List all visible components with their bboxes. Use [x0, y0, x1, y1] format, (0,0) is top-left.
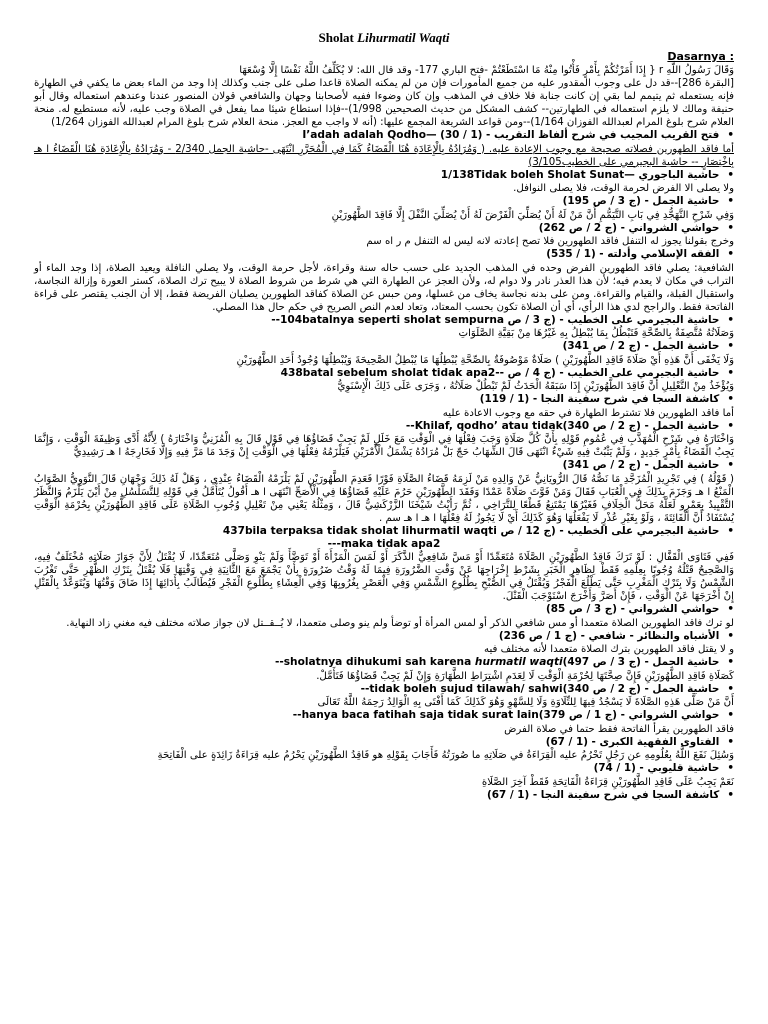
quotation-text: وَلَا يَخْفَى أَنَّ هَذِهِ أَيْ صَلَاةَ فَاقِدِ الطَّهُورَيْنِ ) صَلَاةٌ مَوْصُوفَةٌ بِالصِّحَّةِ يُبْطِلُهَا مَا يُبْطِلُ الصَّحِيحَةَ وَيُبْطِلُهَا وُجُودُ أَحَدِ الطَّهُورَيْنِ — [236, 354, 734, 366]
quotation-text: أما فاقد الطهورين فصلاته صحيحة مع وجوب الإعادة عليه. ( وَمُرَادُهُ بِالْإِعَادَةِ هُنَا الْقَضَاءُ كَمَا فِي الْمُحَرَّرِ انْتَهَى -حاشية الجمل 2/340 - وَمُرَادُهُ بِالْإِعَادَةِ هُنَا الْقَضَاءُ ا هـ بِاخْتِصَارٍ -- حاشية البجيرمي على الخطيب3/105) — [34, 143, 734, 168]
title-italic: Lihurmatil Waqti — [357, 30, 450, 45]
quotation-text: ( قَوْلُهُ ) فِي تَجْرِيدِ الْمُزَجَّدِ مَا نَصُّهُ قَالَ الرُّويَانِيُّ عَنْ وَالِدِهِ مَنْ لَزِمَهُ قَضَاءُ الصَّلَاةِ فَوْرًا فَعَدِمَ الطَّهُورَيْنِ لَمْ يَلْزَمْهُ الْقَضَاءُ عِنْدِي ، وَهَلْ لَهُ ذَلِكَ وَجْهَانِ قَالَ النَّوَوِيُّ الصَّوَابُ الْمَنْعُ ا هـ وَجَزَمَ بِذَلِكَ فِي الْعُبَابِ فَقَالَ وَمَنْ فَوَّتَ صَلَاةً عَمْدًا وَفَقَدَ الطَّهُورَيْنِ حَرُمَ عَلَيْهِ قَضَاؤُهَا فِي الْأَصَحِّ انْتَهَى ا هـ أَقُولُ يُتَأَمَّلُ فِي قَوْلِهِ لِلتَّسَلْسُلِ مِنْ أَيْنَ يَلْزَمُ وَالنَّظَرُ التَّقْيِيدُ بِعَمْرٍو لَعَلَّهُ مَحَلُّ الْخِلَافِ فَغَيْرُهَا يَمْتَنِعُ قَطْعًا لِلتَّرَاخِي ، ثُمَّ رَأَيْتُ شَيْخَنَا الزَّرْكَشِيُّ قَالَ ، وَمِثْلُهُ يَعْنِي مِنْ تَعْلِيلِ وُجُوبِ الصَّلَاةِ عَلَى فَاقِدِ الطَّهُورَيْنِ بِحُرْمَةِ الْوَقْتِ يُسْتَفَادُ أَنَّ الْفَائِتَةَ ، وَلَوْ بِغَيْرِ عُذْرٍ لَا يَفْعَلُهَا وَهُوَ كَذَلِكَ أَيْ لَا يَجُوزُ لَهُ فِعْلُهَا ا هـ ا هـ سم . — [34, 473, 734, 524]
document-body — [34, 50, 734, 802]
reference-source: حاشية الباجوري — [634, 168, 720, 181]
quotation-text: وَيُؤْخَذُ مِنْ التَّعْلِيلِ أَنَّ فَاقِدَ الطَّهُورَيْنِ إِذَا سَبَقَهُ الْحَدَثُ لَمْ تَبْطُلْ صَلَاتُهُ ، وَجَرَى عَلَى ذَلِكَ الْإِسْنَوِيُّ — [337, 381, 734, 392]
reference-source: الفتاوى الفقهية الكبرى - (1 / 67) — [545, 735, 720, 748]
quotation-text: لو ترك فاقد الطهورين الصلاة متعمدا أو مس شافعي الذكر أو لمس المرأة أو توضأ ولم ينو وصلى متعمدا، لا يُــقــتل لان جواز صلاته مختلف فيه مغني زاد النهاية. — [66, 617, 734, 629]
reference-source: فتح القريب المجيب في شرح ألفاظ التقريب - (1 / 30) — [436, 129, 720, 141]
reference-source: حاشية البجيرمي على الخطيب - (ج 4 / ص — [504, 366, 720, 379]
latin-note: --sholatnya dihukumi sah karena hurmatil waqti — [274, 656, 563, 668]
reference-source: حاشية الجمل - (ج 2 / ص 340) — [562, 419, 720, 432]
reference-heading — [34, 630, 734, 644]
latin-note: --tidak boleh sujud tilawah/ sahwi — [360, 682, 563, 695]
reference-heading — [34, 195, 734, 209]
reference-source: الأشباه والنظائر - شافعي - (ج 1 / ص 236) — [498, 629, 720, 642]
quotation-text: وخرج بقولنا يجوز له التنفل فاقد الطهورين فلا تصح إعادته لانه ليس له التنفل م ر اه سم — [366, 236, 734, 247]
reference-source: الفقه الإسلامي وأدلته - (1 / 535) — [546, 248, 720, 260]
reference-heading — [34, 393, 734, 407]
reference-heading — [34, 736, 734, 750]
quotation-text: فَفِي فَتَاوَى الْقَفَّالِ : لَوْ تَرَكَ فَاقِدُ الطَّهُورَيْنِ الصَّلَاةَ مُتَعَمِّدًا أَوْ مَسَّ شَافِعِيٌّ الذَّكَرَ أَوْ لَمَسَ الْمَرْأَةَ أَوْ تَوَضَّأَ وَلَمْ يَنْوِ وَصَلَّى مُتَعَمِّدًا، لَا يُقْتَلُ لِأَنَّ جَوَازَ صَلَاتِهِ مُخْتَلَفٌ فِيهِ، وَالصَّحِيحُ قَتْلُهُ وُجُوبًا بِعِلْمِهِ فَقَطْ لِظَاهِرِ الْخَبَرِ بِشَرْطِ إِخْرَاجِهَا عَنْ وَقْتِ الضَّرُورَةِ فِيمَا لَهُ وَقْتُ ضَرُورَةٍ بِأَنْ يَجْمَعَ مَعَ الثَّانِيَةِ فِي وَقْتِهَا فَلَا يُقْتَلُ بِتَرْكِ الظُّهْرِ حَتَّى تَغْرُبَ الشَّمْسُ وَلَا بِتَرْكِ الْمَغْرِبِ حَتَّى يَطْلُعَ الْفَجْرُ وَيُقْتَلُ فِي الصُّبْحِ بِطُلُوعِ الشَّمْسِ وَفِي الْعَصْرِ بِغُرُوبِهَا وَفِي الْعِشَاءِ بِطُلُوعِ الْفَجْرِ فَيُطَالَبُ بِأَدَائِهَا إِذَا ضَاقَ وَقْتُهَا وَيُتَوَعَّدُ بِالْقَتْلِ إِنْ أَخْرَجَهَا عَنْ الْوَقْتِ ، فَإِنْ أَصَرَّ وَأَخْرَجَ اسْتَوْجَبَ الْقَتْلَ. — [34, 552, 734, 602]
latin-note: --hanya baca fatihah saja tidak surat lain — [292, 709, 539, 721]
quotation-text: وَاخْتَارَهُ فِي شَرْحِ الْمُهَذَّبِ فِي عُمُومِ قَوْلِهِ بِأَنَّ كُلَّ صَلَاةٍ وَجَبَ فِعْلُهَا فِي الْوَقْتِ مَعَ خَلَلٍ لَمْ يَجِبْ قَضَاؤُهَا فِي قَوْلٍ قَالَ بِهِ الْمُزَنِيُّ وَاخْتَارَهُ ) لِأَنَّهُ أَدَّى وَظِيفَةَ الْوَقْتِ ، وَإِنَّمَا يَجِبُ الْقَضَاءُ بِأَمْرٍ جَدِيدٍ ، وَلَمْ يَثْبُتْ فِيهِ شَيْءٌ انْتَهَى قَالَ الشِّهَابُ حَجّ بَلْ مُرَادُهُ يَشْمَلُ الْأَمْرَيْنِ فَيَلْزَمُهُ فِعْلُهَا فِي الْوَقْتِ إِنْ وَجَدَ مَا مَرَّ فِيهِ وَإِلَّا فَخَارِجَهُ ا هـ رَشِيدِيٌّ — [34, 434, 734, 458]
reference-heading — [34, 762, 734, 776]
reference-source: حاشية الجمل - (ج 3 / ص 195) — [562, 195, 720, 207]
quotation-text: نَعَمْ يَجِبُ عَلَى فَاقِدِ الطَّهُورَيْنِ قِرَاءَةُ الْفَاتِحَةِ فَقَطْ آخِرَ الصَّلَاةِ — [481, 776, 734, 788]
quotation-text: وَسُئِلَ نَفَعَ اللَّهُ بِعُلُومِهِ عن رَجُلٍ تَحْرُمُ عليه الْقِرَاءَةُ في صَلَاتِهِ ما صُورَتُهُ فَأَجَابَ بِقَوْلِهِ هو فَاقِدُ الطَّهُورَيْنِ يَحْرُمُ عليه قِرَاءَةُ زَائِدَةٍ على الْفَاتِحَةِ — [157, 750, 734, 761]
reference-source: حاشية البجيرمي على الخطيب - (ج 3 / ص — [504, 313, 720, 326]
latin-note: 1/138Tidak boleh Sholat Sunat— — [440, 168, 635, 181]
latin-note: 438batal sebelum sholat tidak apa2-- — [280, 366, 505, 379]
latin-note: --104batalnya seperti sholat sempurna — [271, 313, 505, 326]
reference-heading — [34, 169, 734, 183]
quotation-text: و لا يقتل فاقد الطهورين بترك الصلاة متعمدا لأنه مختلف فيه — [483, 644, 734, 655]
section-label: : Dasarnya — [667, 50, 734, 63]
document-title — [34, 30, 734, 46]
latin-note: ---maka tidak apa2 — [327, 538, 441, 550]
reference-heading — [34, 420, 734, 434]
reference-heading — [34, 314, 734, 328]
reference-heading — [34, 789, 734, 803]
reference-heading — [34, 656, 734, 670]
reference-source: كاشفة السجا في شرح سفينة النجا - (1 / 67) — [487, 788, 720, 801]
latin-note: 437bila terpaksa tidak sholat lihurmatil waqti — [222, 524, 497, 537]
latin-note: --Khilaf, qodho’ atau tidak — [405, 419, 563, 432]
quotation-text: ولا يصلى الا الفرض لحرمة الوقت، فلا يصلى النوافل. — [513, 183, 734, 194]
reference-source: حواشي الشرواني - (ج 2 / ص 262) — [538, 221, 720, 234]
quotation-text: [البقرة 286]--قد دل على وجوب المقدور عليه من جميع المأمورات فإن من لم يمكنه الصلاة قاعدا صلى على جنب وكذلك إذا وجد من الماء بعض ما يكفي في الطهارة فإنه يستعمله ثم يتيمم لما بقي إن كانت جنابة فلا خلاف في المذهب وإن كان وضوءا ففيه لأصحابنا وجهان والشافعي قولان المنصور عندنا وعندهم استعماله وقال أبو حنيفة ومالك لا يلزم استعماله في الطهارتين-- كشف المشكل من حديث الصحيحين 1/998)--فإذا استطاع شيئا مما يفعل في الصلاة وجب عليه، لأنه مستطيع له. منحة العلام شرح بلوغ المرام لعبدالله الفوزان 1/164)--ومن قواعد الشريعة المجمع عليها: (أنه لا واجب مع العجز. منحة العلام شرح بلوغ المرام لعبدالله الفوزان 1/264) — [34, 78, 734, 128]
reference-source: حواشي الشرواني - (ج 3 / ص 85) — [546, 603, 720, 615]
reference-heading — [34, 222, 734, 236]
content-blocks — [34, 64, 734, 802]
reference-source: حاشية الجمل - (ج 3 / ص 497) — [562, 656, 720, 668]
quotation-text: أَنَّ مَنْ صَلَّى هَذِهِ الصَّلَاةَ لَا يَسْجُدُ فِيهَا لِلتِّلَاوَةِ وَلَا لِلسَّهْوِ وَهُوَ كَذَلِكَ كَمَا أَفْتَى بِهِ الْوَالِدُ رَحِمَهُ اللَّهُ تَعَالَى — [317, 697, 734, 708]
quotation-text: وَصَلَاتُهُ مُتَّصِفَةٌ بِالصِّحَّةِ فَتَبْطُلُ بِمَا يُبْطِلُ بِهِ غَيْرُهَا مِنْ بَقِيَّةِ الصَّلَوَاتِ — [458, 328, 734, 339]
quotation-text: وَفِي شَرْحِ التَّهَجُّدِ فِي بَابِ التَّيَمُّمِ أَنَّ مَنْ لَهُ أَنْ يُصَلِّيَ الْفَرْضَ لَهُ أَنْ يُصَلِّيَ النَّفْلَ إِلَّا فَاقِدَ الطَّهُورَيْنِ — [331, 209, 734, 221]
quotation-text: كَصَلَاةِ فَاقِدِ الطَّهُورَيْنِ فَإِنَّ صِحَّتَهَا لِحُرْمَةِ الْوَقْتِ لَا لِعَدَمِ اشْتِرَاطِ الطَّهَارَةِ وَإِنْ لَمْ يَجِبْ قَضَاؤُهَا فَتَأَمَّلْ. — [316, 670, 734, 682]
reference-heading — [34, 367, 734, 381]
reference-source: حاشية الجمل - (ج 2 / ص 340) — [562, 682, 720, 695]
reference-heading — [34, 340, 734, 354]
reference-heading — [34, 459, 734, 473]
reference-source: حواشي الشرواني - (ج 1 / ص 379) — [538, 709, 720, 721]
reference-source: حاشية البجيرمي على الخطيب - (ج 12 / ص — [496, 524, 720, 537]
reference-source: حاشية الجمل - (ج 2 / ص 341) — [562, 340, 720, 352]
latin-note: I’adah adalah Qodho— — [302, 129, 437, 141]
reference-heading — [34, 603, 734, 617]
latin-note-line — [34, 538, 734, 551]
reference-heading — [34, 129, 734, 143]
reference-source: كاشفة السجا في شرح سفينة النجا - (1 / 119) — [479, 393, 720, 405]
reference-heading — [34, 709, 734, 723]
quotation-text: أما فاقد الطهورين فلا تشترط الطهارة في حقه مع وجوب الاعادة عليه — [442, 407, 734, 419]
reference-heading — [34, 248, 734, 262]
quotation-text: وَقَالَ رَسُولُ اللَّهِ r { إِذَا أَمَرْتُكُمْ بِأَمْرٍ فَأْتُوا مِنْهُ مَا اسْتَطَعْتُمْ -فتح الباري 177- وقد قال الله: لا يُكَلِّفُ اللَّهُ نَفْسًا إِلَّا وُسْعَهَا — [239, 65, 734, 76]
reference-source: حاشية قليوبي - (1 / 74) — [593, 762, 720, 774]
reference-source: حاشية الجمل - (ج 2 / ص 341) — [562, 459, 720, 471]
title-text: Sholat — [318, 30, 358, 45]
reference-heading — [34, 525, 734, 539]
quotation-text: الشافعية: يصلي فاقد الطهورين الفرض وحده في المذهب الجديد على حسب حاله سنة وقراءة، لأجل حرمة الوقت، ولا يصلي النافلة ويعيد الصلاة، إذا وجد الماء أو التراب في مكان لا يعدم فيه؛ لأن هذا العذر نادر ولا دوام له، ولأن العجز عن الطهارة التي هي شرط من شروط الصلاة لا يبيح ترك الصلاة، كستر العورة وإزالة النجاسة، واستقبال القبلة، والقيام والقراءة. ومن على بدنه نجاسة يخاف من غسلها، ومن حبس عن الصلاة كفاقد الطهورين يصليان الفريضة فقط، إلا أن الجنب يقتصر على قراءة الفاتحة فقط. والراجح لدي هذا الرأي، أي أن الصلاة تكون بحسب المعتاد، وتعاد لعدم النص الصريح في حكم حال هذا المصلي. — [34, 262, 734, 313]
quotation-text: فاقد الطهورين يقرأ الفاتحة فقط حتما في صلاة الفرض — [504, 723, 734, 735]
reference-heading — [34, 683, 734, 697]
